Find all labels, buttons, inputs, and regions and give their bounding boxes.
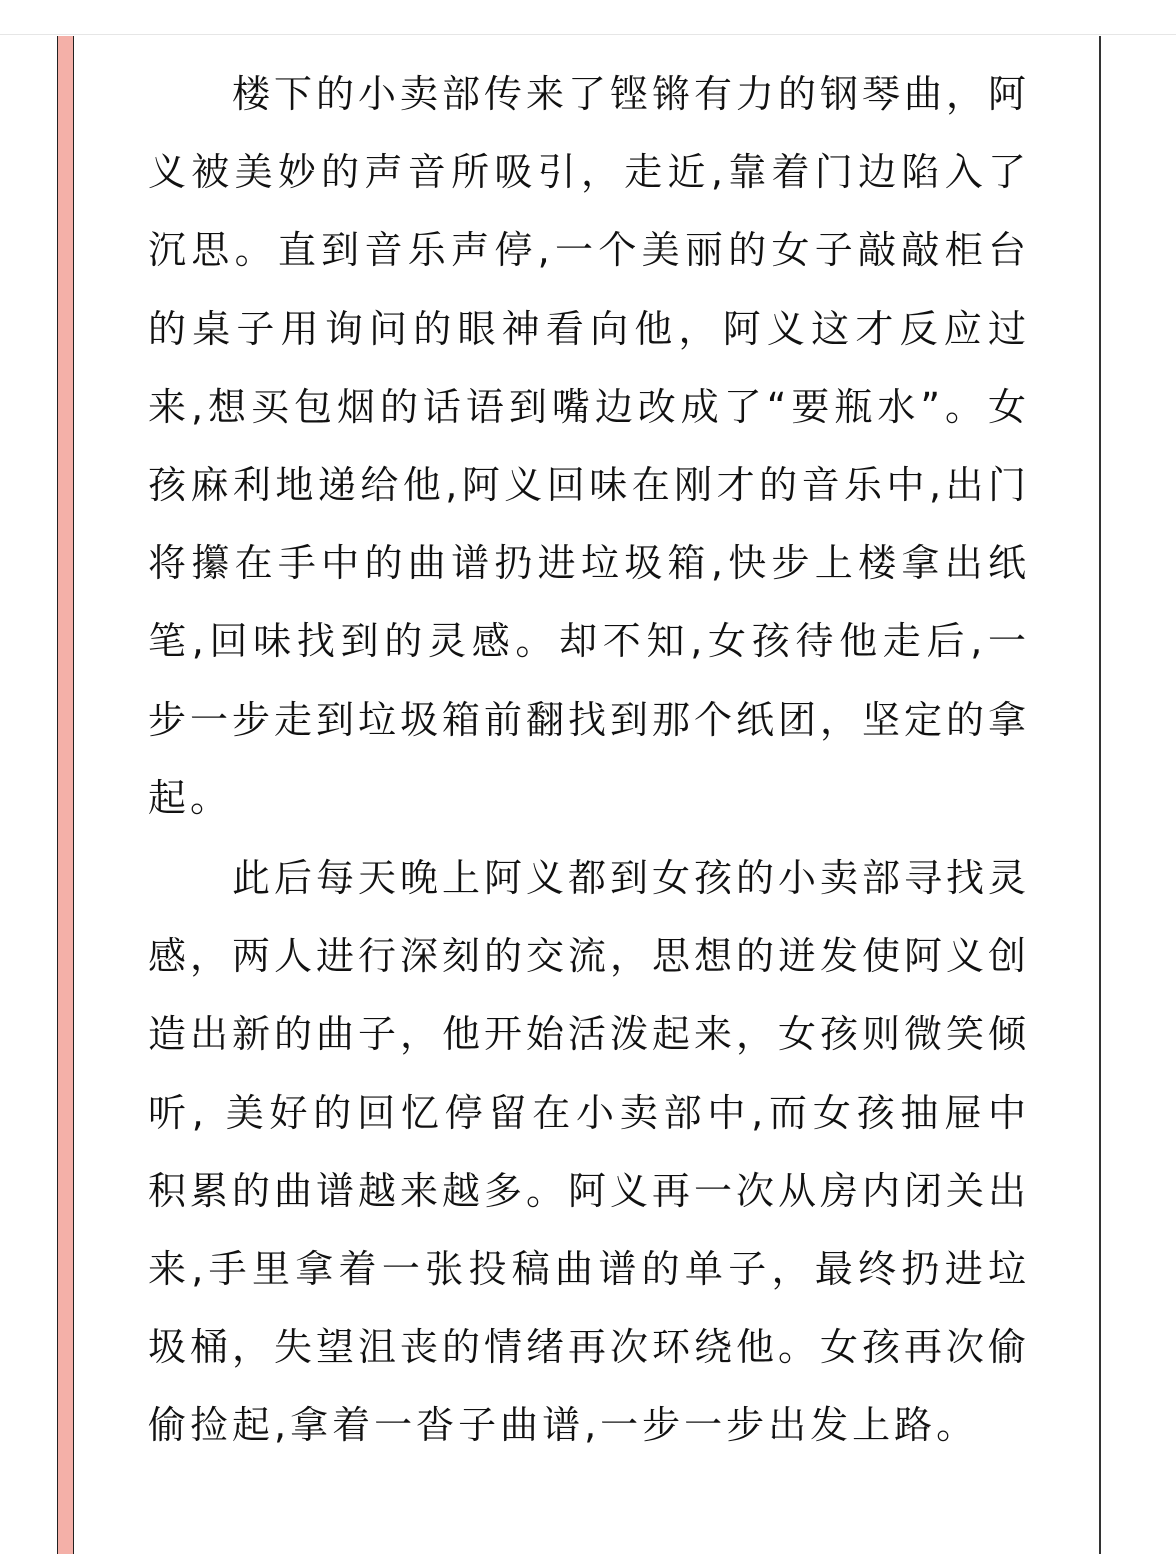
paragraph-1: 楼下的小卖部传来了铿锵有力的钢琴曲，阿义被美妙的声音所吸引，走近,靠着门边陷入了沉思。直到音乐声停,一个美丽的女子敲敲柜台的桌子用询问的眼神看向他，阿义这才反应过来,想买包烟的话语到嘴边改成了“要瓶水”。女孩麻利地递给他,阿义回味在刚才的音乐中,出门将攥在手中的曲谱扔进垃圾箱,快步上楼拿出纸笔,回味找到的灵感。却不知,女孩待他走后,一步一步走到垃圾箱前翻找到那个纸团，坚定的拿起。 — [148, 72, 1031, 820]
top-divider — [0, 34, 1176, 35]
right-border-line — [1099, 36, 1101, 1554]
paragraph-2: 此后每天晚上阿义都到女孩的小卖部寻找灵感，两人进行深刻的交流，思想的迸发使阿义创造出新的曲子，他开始活泼起来，女孩则微笑倾听, 美好的回忆停留在小卖部中,而女孩抽屉中积累的曲谱越来越多。阿义再一次从房内闭关出来,手里拿着一张投稿曲谱的单子，最终扔进垃圾桶，失望沮丧的情绪再次环绕他。女孩再次偷偷捡起,拿着一沓子曲谱,一步一步出发上路。 — [148, 856, 1031, 1448]
left-accent-bar — [57, 36, 74, 1554]
article-body — [148, 55, 1030, 1465]
